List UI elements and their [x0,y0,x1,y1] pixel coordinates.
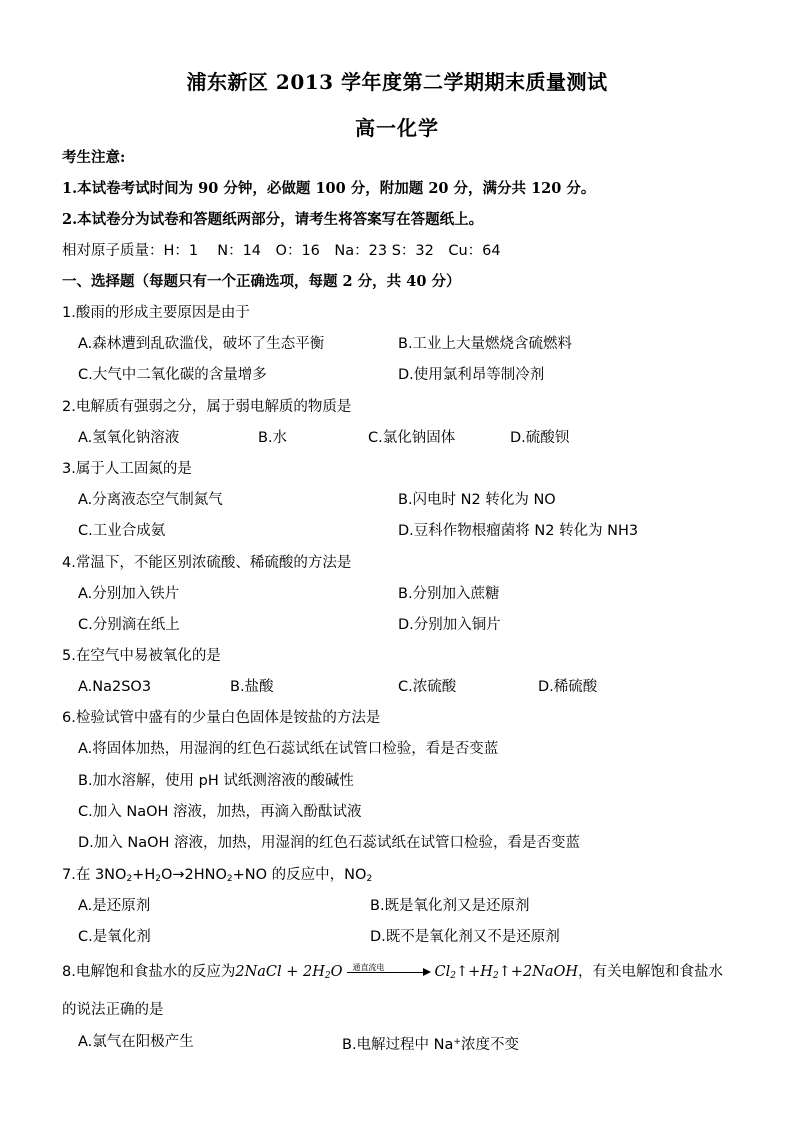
q8-sub: 2 [450,971,456,981]
q7-part: +H [132,867,156,883]
question-4-option-a: A.分别加入铁片 [78,586,180,602]
question-1-option-a: A.森林遭到乱砍滥伐，破坏了生态平衡 [78,336,325,352]
question-1-stem: 1.酸雨的形成主要原因是由于 [62,305,250,321]
q8-eq-rest1: ↑+H [455,964,493,980]
q8-eq-o: O [330,964,343,980]
arrow-line [347,972,427,973]
question-2-option-c: C.氯化钠固体 [368,430,456,446]
q8-eq-rest2: ↑+2NaOH [498,964,579,980]
question-8-stem-line-2: 的说法正确的是 [62,1002,164,1018]
notice-heading: 考生注意: [62,149,126,166]
q8-sub: 2 [492,971,499,981]
question-7-option-c: C.是氧化剂 [78,929,151,945]
exam-subtitle: 高一化学 [355,116,439,140]
question-1-option-c: C.大气中二氧化碳的含量增多 [78,367,267,383]
arrow-label: 通直流电 [352,963,385,972]
question-3-stem: 3.属于人工固氮的是 [62,461,192,477]
q7-part: O→2HNO [160,867,227,883]
notice-item-1: 1.本试卷考试时间为 90 分钟，必做题 100 分，附加题 20 分，满分共 120 分。 [62,180,596,197]
question-7-option-a: A.是还原剂 [78,898,151,914]
question-7-option-d: D.既不是氧化剂又不是还原剂 [370,929,560,945]
question-2-stem: 2.电解质有强弱之分，属于弱电解质的物质是 [62,399,352,415]
question-7-stem [62,865,372,889]
question-7-option-b: B.既是氧化剂又是还原剂 [370,898,530,914]
question-8-stem [62,962,723,986]
q8-b-suffix: 浓度不变 [460,1037,519,1053]
question-3-option-b: B.闪电时 N2 转化为 NO [398,492,556,508]
exam-title: 浦东新区 2013 学年度第二学期期末质量测试 [186,70,608,94]
question-3-option-a: A.分离液态空气制氮气 [78,492,223,508]
q8-b-prefix: B.电解过程中 Na [342,1037,454,1053]
q8-b-sup: + [453,1037,461,1047]
q7-sub: 2 [366,874,373,884]
q8-stem-suffix: ，有关电解饱和食盐水 [578,964,724,980]
q8-eq-left: 2NaCl + 2H [235,964,325,980]
question-4-option-d: D.分别加入铜片 [398,617,501,633]
question-6-option-d: D.加入 NaOH 溶液，加热，用湿润的红色石蕊试纸在试管口检验，看是否变蓝 [78,835,581,851]
q7-sub: 2 [226,874,233,884]
question-3-option-c: C.工业合成氨 [78,523,166,539]
q7-part: +NO 的反应中，NO [232,867,367,883]
question-5-option-d: D.稀硫酸 [538,679,598,695]
notice-item-2: 2.本试卷分为试卷和答题纸两部分，请考生将答案写在答题纸上。 [62,211,484,228]
reaction-arrow-icon [343,962,435,982]
atomic-mass-line: 相对原子质量：H：1 N：14 O：16 Na：23 S：32 Cu：64 [62,243,501,259]
q8-equation [235,964,578,980]
section-heading: 一、选择题（每题只有一个正确选项，每题 2 分，共 40 分） [62,273,461,290]
question-5-stem: 5.在空气中易被氧化的是 [62,648,221,664]
question-2-option-b: B.水 [258,430,288,446]
question-8-option-b [342,1032,519,1055]
arrow-head [423,968,431,976]
question-6-option-a: A.将固体加热，用湿润的红色石蕊试纸在试管口检验，看是否变蓝 [78,741,499,757]
question-1-option-b: B.工业上大量燃烧含硫燃料 [398,336,573,352]
question-5-option-a: A.Na2SO3 [78,679,152,695]
question-6-option-b: B.加水溶解，使用 pH 试纸测溶液的酸碱性 [78,773,354,789]
question-6-stem: 6.检验试管中盛有的少量白色固体是铵盐的方法是 [62,710,381,726]
question-2-option-a: A.氢氧化钠溶液 [78,430,180,446]
question-6-option-c: C.加入 NaOH 溶液，加热，再滴入酚酞试液 [78,804,362,820]
question-2-option-d: D.硫酸钡 [510,430,570,446]
question-4-option-b: B.分别加入蔗糖 [398,586,500,602]
q8-sub: 2 [324,971,331,981]
q8-stem-prefix: 8.电解饱和食盐水的反应为 [62,964,236,980]
question-1-option-d: D.使用氯利昂等制冷剂 [398,367,545,383]
q7-part: 7.在 3NO [62,867,127,883]
question-4-stem: 4.常温下，不能区别浓硫酸、稀硫酸的方法是 [62,555,352,571]
question-8-option-a: A.氯气在阳极产生 [78,1034,194,1050]
question-5-option-c: C.浓硫酸 [398,679,457,695]
q7-sub: 2 [155,874,161,884]
q8-eq-cl: Cl [434,964,451,980]
question-4-option-c: C.分别滴在纸上 [78,617,180,633]
question-5-option-b: B.盐酸 [230,679,274,695]
q7-sub: 2 [126,874,133,884]
question-3-option-d: D.豆科作物根瘤菌将 N2 转化为 NH3 [398,523,639,539]
